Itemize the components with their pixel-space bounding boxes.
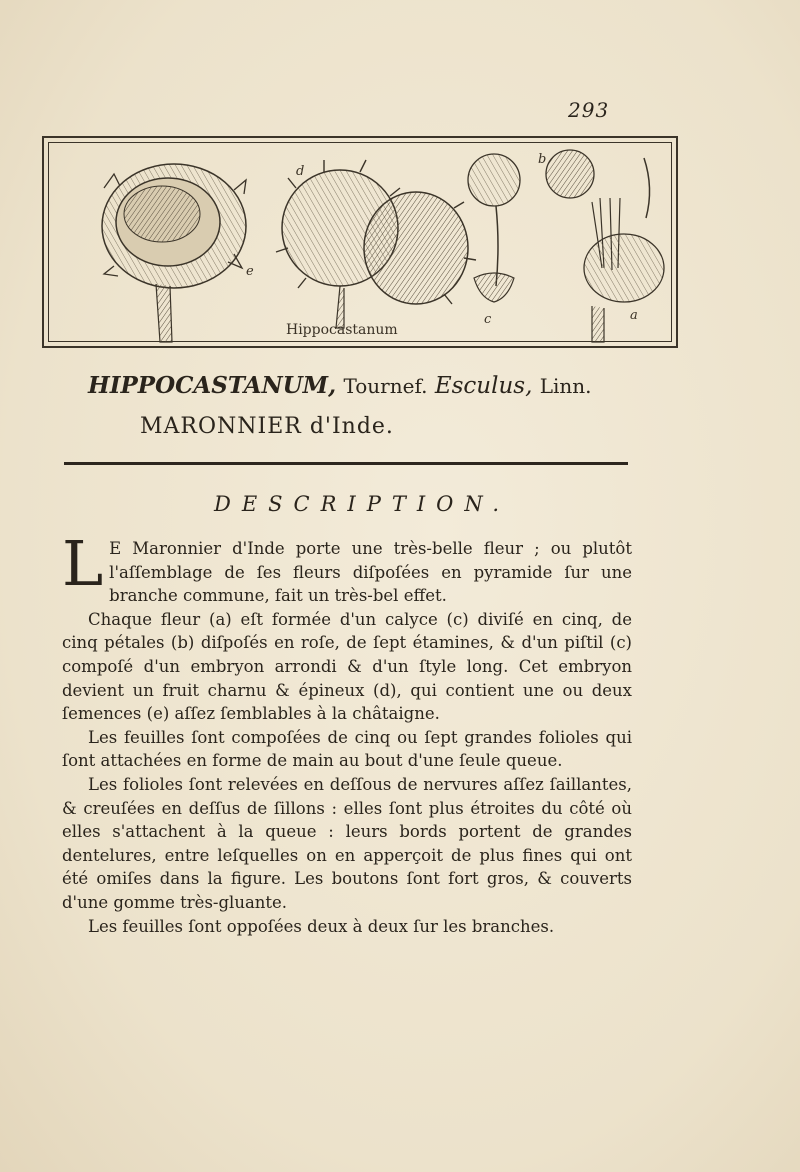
- seed-in-husk-figure: [102, 164, 246, 342]
- paragraph-1: [62, 527, 632, 608]
- paragraph-2: Chaque fleur (a) eſt formée d'un calyce (c) diviſé en cinq, de cinq pétales (b) diſpoſés en roſe, de ſept étamines, & d'un piſtil (c) compoſé d'un embryon arrondi & d'un ſtyle long. Cet embryon devient un fruit charnu & épineux (d), qui contient une ou deux ſemences (e) aſſez ſemblables à la châtaigne.: [62, 609, 632, 724]
- entry-title: [88, 372, 688, 400]
- horizontal-rule: [64, 462, 628, 465]
- title-author-tournefort: Tournef.: [343, 374, 428, 398]
- drop-cap: L: [62, 527, 104, 600]
- plate-label-d: d: [296, 164, 305, 179]
- plate-label-c: c: [484, 312, 492, 327]
- botanical-plate: [42, 136, 678, 348]
- section-heading: DESCRIPTION.: [214, 492, 511, 516]
- paragraph-3: Les feuilles ſont compoſées de cinq ou ſept grandes folioles qui ſont attachées en forme de main au bout d'une ſeule queue.: [62, 727, 632, 771]
- paragraph-4: Les folioles ſont relevées en deſſous de nervures aſſez ſaillantes, & creuſées en deſſus de ſillons : elles ſont plus étroites du côté où elles s'attachent à la queue : leurs bords portent de grandes dentelures, entre leſquelles on en apperçoit de plus fines qui ont été omiſes dans la figure. Les boutons ſont fort gros, & couverts d'une gomme très-gluante.: [62, 774, 632, 912]
- plate-label-b: b: [538, 152, 547, 167]
- page-number: 293: [568, 98, 610, 122]
- title-genus: HIPPOCASTANUM,: [88, 372, 337, 399]
- description-text: [62, 527, 632, 938]
- paragraph-5: Les feuilles ſont oppoſées deux à deux ſur les branches.: [88, 916, 555, 936]
- title-author-linnaeus: Linn.: [539, 374, 592, 398]
- plate-label-a: a: [630, 308, 638, 323]
- plate-caption: Hippocastanum: [286, 322, 398, 338]
- spiny-fruit-figure: [276, 160, 476, 328]
- entry-subtitle: MARONNIER d'Inde.: [140, 414, 394, 439]
- plate-engraving-illustration: [44, 138, 676, 346]
- plate-label-e: e: [246, 264, 254, 279]
- title-synonym: Esculus,: [434, 373, 533, 399]
- paragraph-1-text: E Maronnier d'Inde porte une très-belle fleur ; ou plutôt l'aſſemblage de ſes fleurs diſpoſées en pyramide ſur une branche commune, fait un très-bel effet.: [109, 539, 632, 606]
